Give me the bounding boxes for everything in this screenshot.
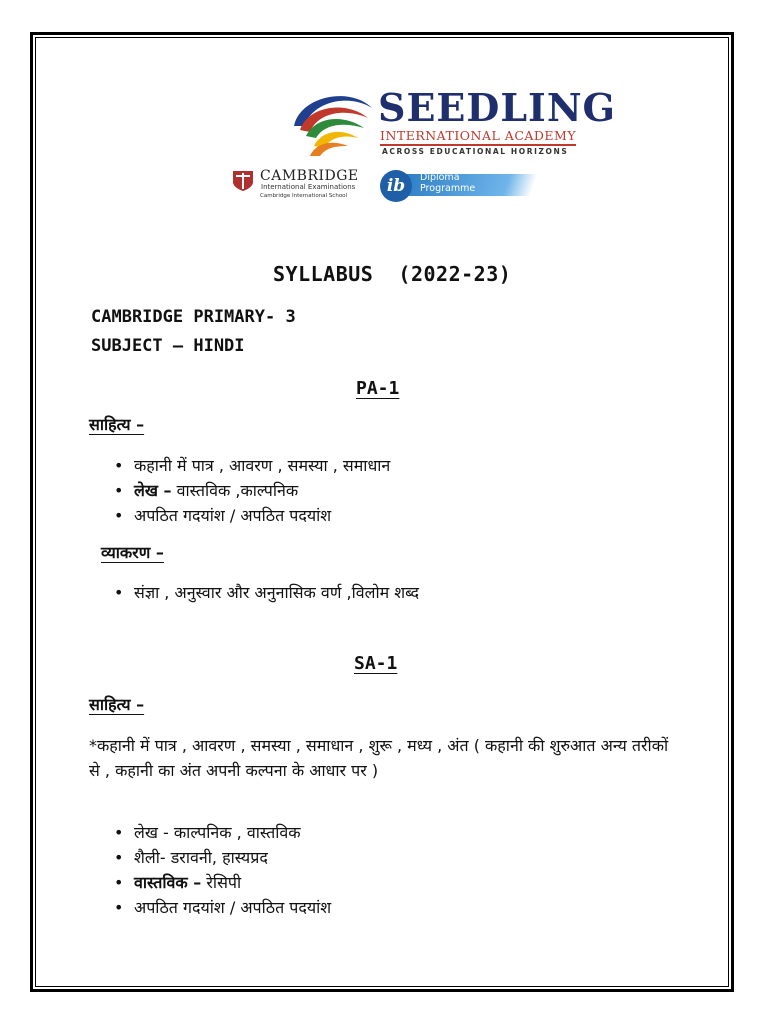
list-item-bold: वास्तविक – bbox=[134, 873, 202, 892]
school-subtitle: INTERNATIONAL ACADEMY bbox=[380, 128, 576, 146]
sa1-heading: SA-1 bbox=[354, 653, 398, 674]
list-item bbox=[112, 478, 390, 503]
pa1-heading: PA-1 bbox=[356, 378, 400, 399]
pa1-vyakaran-list bbox=[112, 580, 419, 605]
ib-line1: Diploma bbox=[420, 172, 460, 183]
pa1-vyakaran-heading: व्याकरण – bbox=[101, 543, 164, 562]
grade-line: CAMBRIDGE PRIMARY- 3 bbox=[91, 307, 296, 327]
list-item: • अपठित गदयांश / अपठित पदयांश bbox=[112, 503, 390, 528]
list-item-text: वास्तविक ,काल्पनिक bbox=[171, 481, 299, 500]
ib-circle-icon: ib bbox=[380, 170, 412, 202]
subject-line: SUBJECT – HINDI bbox=[91, 336, 245, 356]
cambridge-logo bbox=[230, 168, 390, 206]
list-item-bold: लेख – bbox=[134, 481, 172, 500]
ib-diploma-logo bbox=[380, 170, 536, 204]
ib-line2: Programme bbox=[420, 183, 476, 194]
list-item bbox=[112, 870, 331, 895]
list-item: • शैली- डरावनी, हास्यप्रद bbox=[112, 845, 331, 870]
sa1-list bbox=[112, 820, 331, 920]
list-item: • कहानी में पात्र , आवरण , समस्या , समाधान bbox=[112, 453, 390, 478]
school-name: SEEDLING bbox=[378, 85, 617, 130]
sa1-sahitya-heading: साहित्य – bbox=[89, 695, 145, 714]
school-tagline: ACROSS EDUCATIONAL HORIZONS bbox=[382, 147, 569, 156]
list-item: • लेख - काल्पनिक , वास्तविक bbox=[112, 820, 331, 845]
cambridge-shield-icon bbox=[232, 170, 254, 192]
cambridge-name: CAMBRIDGE bbox=[260, 168, 359, 184]
cambridge-line2: Cambridge International School bbox=[260, 193, 348, 199]
page-title: SYLLABUS (2022-23) bbox=[273, 262, 512, 286]
list-item: • अपठित गदयांश / अपठित पदयांश bbox=[112, 895, 331, 920]
seedling-emblem-icon bbox=[290, 86, 374, 158]
seedling-logo bbox=[290, 85, 617, 161]
sa1-paragraph: *कहानी में पात्र , आवरण , समस्या , समाधान , शुरू , मध्य , अंत ( कहानी की शुरुआत अन्य तरीकों से , कहानी का अंत अपनी कल्पना के आधार पर ) bbox=[89, 736, 669, 780]
list-item-text: रेसिपी bbox=[201, 873, 242, 892]
pa1-sahitya-heading: साहित्य – bbox=[89, 415, 145, 434]
pa1-sahitya-list bbox=[112, 453, 390, 528]
list-item: • संज्ञा , अनुस्वार और अनुनासिक वर्ण ,विलोम शब्द bbox=[112, 580, 419, 605]
cambridge-line1: International Examinations bbox=[261, 183, 356, 191]
